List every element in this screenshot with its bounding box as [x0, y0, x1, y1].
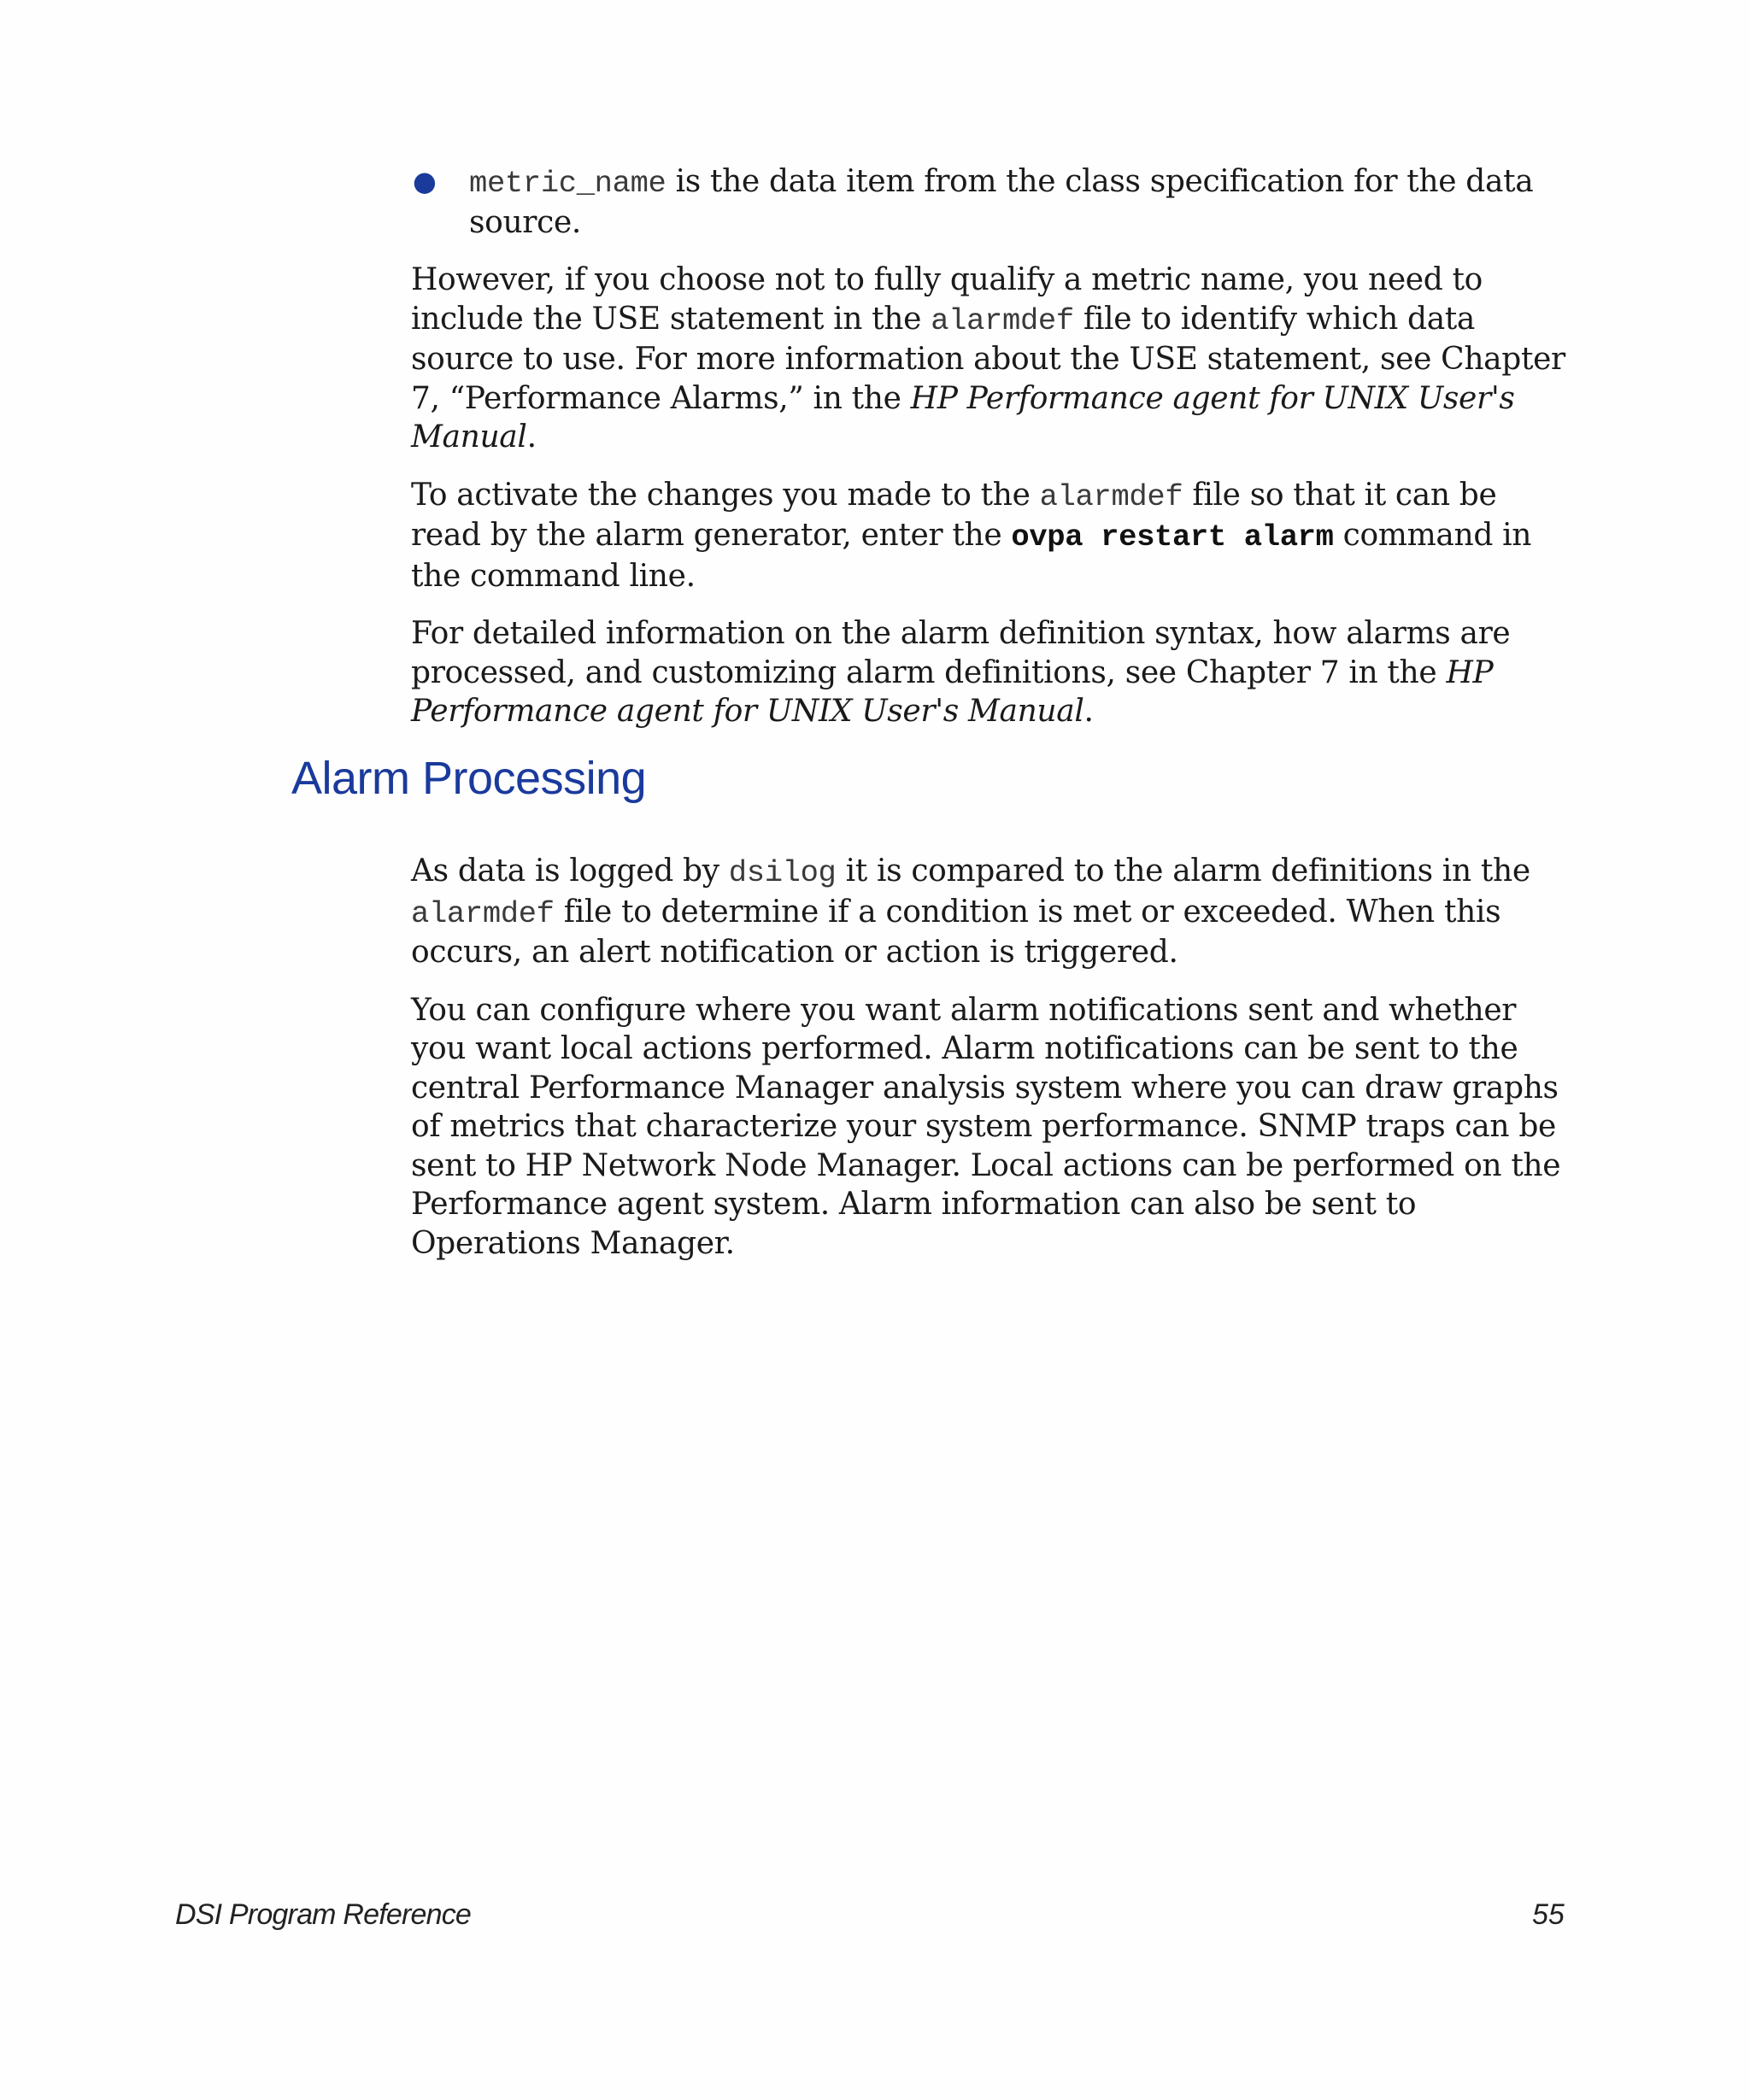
section-heading: Alarm Processing: [291, 753, 647, 804]
paragraph-detailed-info: [411, 614, 1573, 731]
footer-document-title: DSI Program Reference: [175, 1898, 472, 1931]
code-alarmdef: alarmdef: [411, 895, 555, 931]
body-content-top: [411, 162, 1573, 750]
code-alarmdef: alarmdef: [1039, 478, 1183, 514]
text-span: file so that it can be read by the alarm generator, enter the: [411, 477, 1497, 553]
manual-title: HP Performance agent for UNIX User's Manual: [411, 654, 1494, 729]
manual-title: HP Performance agent for UNIX User's Manual: [411, 380, 1515, 455]
text-span: As data is logged by: [411, 853, 729, 889]
bullet-dot-icon: ●: [413, 165, 437, 197]
paragraph-use-statement: [411, 261, 1573, 457]
text-span: .: [1083, 694, 1094, 729]
text-span: .: [526, 419, 537, 455]
code-dsilog: dsilog: [728, 855, 837, 890]
text-span: file to determine if a condition is met or exceeded. When this occurs, an alert notification or action is triggered.: [411, 894, 1501, 970]
code-alarmdef: alarmdef: [931, 302, 1074, 338]
paragraph-activate-changes: [411, 476, 1573, 596]
code-metric-name: metric_name: [469, 166, 667, 201]
bullet-text: is the data item from the class specification for the data source.: [469, 164, 1534, 240]
body-content-section: [411, 852, 1573, 1282]
command-ovpa-restart: ovpa restart alarm: [1011, 519, 1334, 554]
paragraph-configure-notifications: You can configure where you want alarm notifications sent and whether you want local actions performed. Alarm notifications can be sent to the central Performance Manager analysis system where you can draw graphs of metrics that characterize your system performance. SNMP traps can be sent to HP Network Node Manager. Local actions can be performed on the Performance agent system. Alarm information can also be sent to Operations Manager.: [411, 992, 1561, 1261]
text-span: file to identify which data source to use. For more information about the USE statement, see Chapter 7, “Performance Alarms,” in the: [411, 301, 1565, 416]
text-span: it is compared to the alarm definitions in the: [836, 853, 1530, 889]
paragraph-data-logged: [411, 852, 1573, 972]
footer-page-number: 55: [1532, 1898, 1565, 1931]
text-span: However, if you choose not to fully qualify a metric name, you need to include the USE statement in the: [411, 262, 1483, 337]
text-span: For detailed information on the alarm definition syntax, how alarms are processed, and customizing alarm definitions, see Chapter 7 in the: [411, 616, 1511, 690]
text-span: command in the command line.: [411, 518, 1532, 594]
text-span: To activate the changes you made to the: [411, 477, 1040, 513]
list-item: [411, 162, 1573, 242]
